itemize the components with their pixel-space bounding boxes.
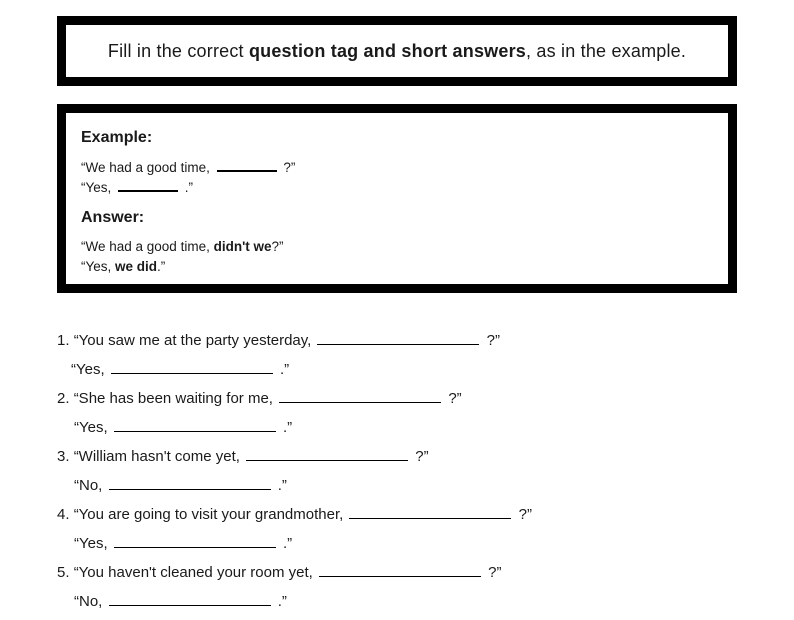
answer-short-text: “Yes,: [81, 259, 116, 274]
answer-start: “Yes,: [74, 419, 108, 436]
question-number: 4.: [57, 506, 70, 523]
answer-question-text: “We had a good time,: [81, 239, 214, 254]
instruction-bold: question tag and short answers: [248, 40, 526, 61]
answer-end: .”: [279, 361, 290, 378]
instruction-box: [57, 16, 737, 86]
question-list: [57, 329, 757, 619]
short-answer-blank[interactable]: [114, 532, 276, 548]
question-row-3: [57, 445, 757, 474]
answer-question-tag: didn't we: [213, 239, 272, 254]
answer-end: .”: [282, 535, 293, 552]
question-row-5: [57, 561, 757, 590]
answer-start: “No,: [74, 477, 103, 494]
example-heading: Example:: [81, 129, 153, 146]
answer-row-5: [57, 590, 757, 619]
answer-question-line: [81, 237, 728, 257]
answer-row-4: [57, 532, 757, 561]
short-answer-blank[interactable]: [111, 358, 273, 374]
answer-end: .”: [277, 477, 287, 494]
question-text: “You are going to visit your grandmother,: [73, 506, 344, 523]
question-tag-blank[interactable]: [319, 561, 481, 577]
answer-start: “Yes,: [74, 535, 108, 552]
question-end: ?”: [448, 390, 462, 407]
answer-row-1: [57, 358, 757, 387]
question-end: ?”: [486, 332, 500, 349]
answer-short-end: .”: [157, 259, 166, 274]
answer-short-bold: we did: [115, 259, 158, 274]
example-question-blank: [217, 159, 277, 172]
question-end: ?”: [518, 506, 532, 523]
question-tag-blank[interactable]: [279, 387, 441, 403]
example-question-line: [81, 158, 728, 178]
example-answer-text: “Yes,: [81, 180, 116, 195]
answer-start: “Yes,: [71, 361, 105, 378]
question-end: ?”: [415, 448, 429, 465]
question-row-4: [57, 503, 757, 532]
answer-start: “No,: [74, 593, 103, 610]
example-box: [57, 104, 737, 293]
example-answer-end: .”: [181, 180, 194, 195]
short-answer-blank[interactable]: [109, 590, 271, 606]
answer-end: .”: [282, 419, 293, 436]
example-answer-blank: [118, 179, 178, 192]
short-answer-blank[interactable]: [114, 416, 276, 432]
question-number: 3.: [57, 448, 70, 465]
example-question-end: ?”: [279, 160, 296, 175]
answer-short-line: [81, 257, 728, 277]
instruction-suffix: , as in the example.: [526, 40, 687, 61]
answer-end: .”: [277, 593, 287, 610]
question-number: 1.: [57, 332, 70, 349]
answer-heading: Answer:: [81, 209, 145, 226]
question-text: “You saw me at the party yesterday,: [73, 332, 312, 349]
example-answer-line: [81, 178, 728, 198]
question-end: ?”: [488, 564, 502, 581]
answer-row-3: [57, 474, 757, 503]
question-row-1: [57, 329, 757, 358]
instruction-text: [108, 41, 686, 62]
question-number: 2.: [57, 390, 70, 407]
question-text: “She has been waiting for me,: [73, 390, 273, 407]
short-answer-blank[interactable]: [109, 474, 271, 490]
question-tag-blank[interactable]: [246, 445, 408, 461]
question-row-2: [57, 387, 757, 416]
question-text: “You haven't cleaned your room yet,: [73, 564, 313, 581]
question-tag-blank[interactable]: [317, 329, 479, 345]
answer-question-end: ?”: [271, 239, 284, 254]
example-question-text: “We had a good time,: [81, 160, 214, 175]
instruction-prefix: Fill in the correct: [107, 40, 249, 61]
question-tag-blank[interactable]: [349, 503, 511, 519]
answer-row-2: [57, 416, 757, 445]
question-number: 5.: [57, 564, 70, 581]
question-text: “William hasn't come yet,: [73, 448, 240, 465]
